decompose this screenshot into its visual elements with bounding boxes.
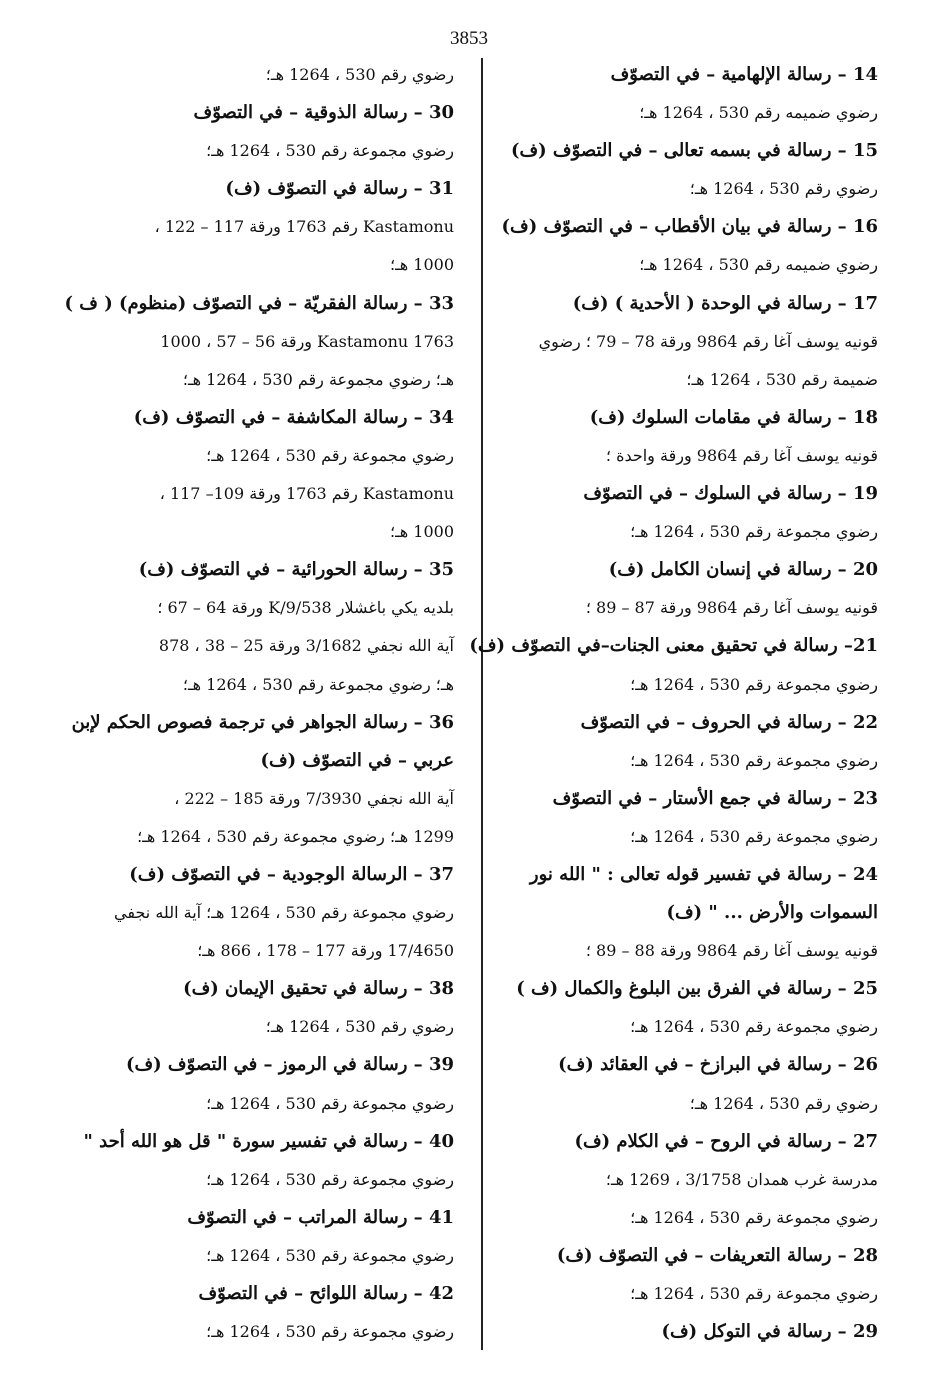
entry-reference: رضوي رقم 530 ، 1264 هـ؛ [689, 179, 878, 199]
entry-reference: مدرسة غرب همدان 3/1758 ، 1269 هـ؛ [605, 1169, 878, 1189]
column-divider [481, 58, 483, 1350]
entry-title: 29 – رسالة في التوكل (ف) [661, 1321, 878, 1343]
entry-reference: ضميمة رقم 530 ، 1264 هـ؛ [686, 369, 878, 389]
entry-reference: 1299 هـ؛ رضوي مجموعة رقم 530 ، 1264 هـ؛ [137, 826, 454, 846]
entry-title: 26 – رسالة في البرازخ – في العقائد (ف) [558, 1054, 878, 1076]
entry-title: 37 – الرسالة الوجودية – في التصوّف (ف) [129, 863, 454, 885]
entry-title: 24 – رسالة في تفسير قوله تعالى : " الله نور [529, 863, 878, 885]
entry-reference: قونيه يوسف آغا رقم 9864 ورقة 78 – 79 ؛ رضوي [538, 331, 878, 351]
entry-title: 22 – رسالة في الحروف – في التصوّف [580, 711, 878, 733]
entry-reference: رضوي مجموعة رقم 530 ، 1264 هـ؛ [206, 445, 454, 465]
entry-title: 38 – رسالة في تحقيق الإيمان (ف) [183, 978, 454, 1000]
entry-title: 30 – رسالة الذوقية – في التصوّف [193, 102, 454, 124]
entry-title: 14 – رسالة الإلهامية – في التصوّف [610, 64, 878, 85]
entry-reference: رضوي رقم 530 ، 1264 هـ؛ [265, 1017, 454, 1037]
entry-title: 19 – رسالة في السلوك – في التصوّف [583, 483, 878, 505]
left-column [64, 56, 454, 1351]
entry-reference: رضوي مجموعة رقم 530 ، 1264 هـ؛ [630, 750, 878, 770]
entry-title: 27 – رسالة في الروح – في الكلام (ف) [574, 1130, 878, 1152]
entry-title: 20 – رسالة في إنسان الكامل (ف) [608, 559, 878, 581]
entry-reference: رضوي مجموعة رقم 530 ، 1264 هـ؛ [630, 1017, 878, 1037]
entry-reference: رضوي ضميمه رقم 530 ، 1264 هـ؛ [639, 255, 878, 275]
entry-reference: رضوي مجموعة رقم 530 ، 1264 هـ؛ [206, 1245, 454, 1265]
entry-reference: رضوي رقم 530 ، 1264 هـ؛ [689, 1093, 878, 1113]
entry-reference: رضوي مجموعة رقم 530 ، 1264 هـ؛ [206, 141, 454, 161]
entry-reference: رضوي مجموعة رقم 530 ، 1264 هـ؛ [206, 1322, 454, 1342]
entry-title: 35 – رسالة الحورائية – في التصوّف (ف) [138, 559, 454, 581]
entry-title: 39 – رسالة في الرموز – في التصوّف (ف) [125, 1054, 454, 1076]
entry-reference: قونيه يوسف آغا رقم 9864 ورقة 88 – 89 ؛ [585, 941, 878, 961]
entry-title: 42 – رسالة اللوائح – في التصوّف [198, 1283, 454, 1304]
entry-reference: رضوي مجموعة رقم 530 ، 1264 هـ؛ [630, 826, 878, 846]
entry-title: 28 – رسالة التعريفات – في التصوّف (ف) [556, 1244, 878, 1266]
entry-reference: 1000 هـ؛ [389, 522, 454, 542]
entry-reference: Kastamonu رقم 1763 ورقة 109– 117 ، [159, 484, 454, 504]
entry-reference: رضوي مجموعة رقم 530 ، 1264 هـ؛ [630, 674, 878, 694]
entry-title: 18 – رسالة في مقامات السلوك (ف) [589, 406, 878, 428]
entry-title: 15 – رسالة في بسمه تعالى – في التصوّف (ف) [510, 140, 878, 162]
entry-title: 41 – رسالة المراتب – في التصوّف [187, 1206, 454, 1228]
entry-reference: رضوي مجموعة رقم 530 ، 1264 هـ؛ [630, 522, 878, 542]
entry-title: 25 – رسالة في الفرق بين البلوغ والكمال (ف ) [516, 978, 878, 1000]
entry-title: 34 – رسالة المكاشفة – في التصوّف (ف) [133, 406, 454, 428]
entry-reference: آية الله نجفي 7/3930 ورقة 185 – 222 ، [174, 788, 454, 808]
entry-reference: رضوي ضميمه رقم 530 ، 1264 هـ؛ [639, 103, 878, 123]
entry-reference: آية الله نجفي 3/1682 ورقة 25 – 38 ، 878 [158, 636, 454, 656]
right-column [469, 56, 878, 1351]
entry-title: 36 – رسالة الجواهر في ترجمة فصوص الحكم لإبن [71, 711, 454, 733]
entry-reference: رضوي مجموعة رقم 530 ، 1264 هـ؛ [630, 1207, 878, 1227]
entry-reference: Kastamonu 1763 ورقة 56 – 57 ، 1000 [160, 331, 454, 351]
entry-title: 40 – رسالة في تفسير سورة " قل هو الله أحد " [83, 1130, 454, 1152]
entry-title: 16 – رسالة في بيان الأقطاب – في التصوّف (ف) [501, 216, 878, 238]
entry-title: 21– رسالة في تحقيق معنى الجنات–في التصوّف (ف) [469, 635, 878, 657]
entry-reference: بلديه يكي باغشلار 9/538/K ورقة 64 – 67 ؛ [157, 598, 454, 618]
entry-reference: 1000 هـ؛ [389, 255, 454, 275]
entry-reference: 17/4650 ورقة 177 – 178 ، 866 هـ؛ [197, 941, 454, 961]
entry-title: 17 – رسالة في الوحدة ( الأحدية ) (ف) [572, 292, 878, 314]
entry-reference: قونيه يوسف آغا رقم 9864 ورقة واحدة ؛ [605, 445, 878, 465]
entry-title: عربي – في التصوّف (ف) [260, 749, 454, 771]
entry-title: 33 – رسالة الفقريّة – في التصوّف (منظوم) ( ف ) [64, 292, 454, 314]
entry-title: 23 – رسالة في جمع الأستار – في التصوّف [552, 787, 878, 809]
entry-reference: رضوي مجموعة رقم 530 ، 1264 هـ؛ آية الله نجفي [114, 903, 454, 923]
entry-reference: قونيه يوسف آغا رقم 9864 ورقة 87 – 89 ؛ [585, 598, 878, 618]
entry-reference: هـ؛ رضوي مجموعة رقم 530 ، 1264 هـ؛ [182, 369, 454, 389]
page-number: 3853 [450, 28, 488, 49]
entry-reference: هـ؛ رضوي مجموعة رقم 530 ، 1264 هـ؛ [182, 674, 454, 694]
entry-title: 31 – رسالة في التصوّف (ف) [225, 178, 454, 200]
entry-reference: رضوي مجموعة رقم 530 ، 1264 هـ؛ [630, 1284, 878, 1303]
entry-reference: رضوي مجموعة رقم 530 ، 1264 هـ؛ [206, 1169, 454, 1189]
entry-reference: Kastamonu رقم 1763 ورقة 117 – 122 ، [154, 217, 454, 237]
entry-reference: رضوي مجموعة رقم 530 ، 1264 هـ؛ [206, 1093, 454, 1113]
entry-reference: رضوي رقم 530 ، 1264 هـ؛ [265, 65, 454, 84]
entry-title: السموات والأرض ... " (ف) [666, 902, 878, 924]
